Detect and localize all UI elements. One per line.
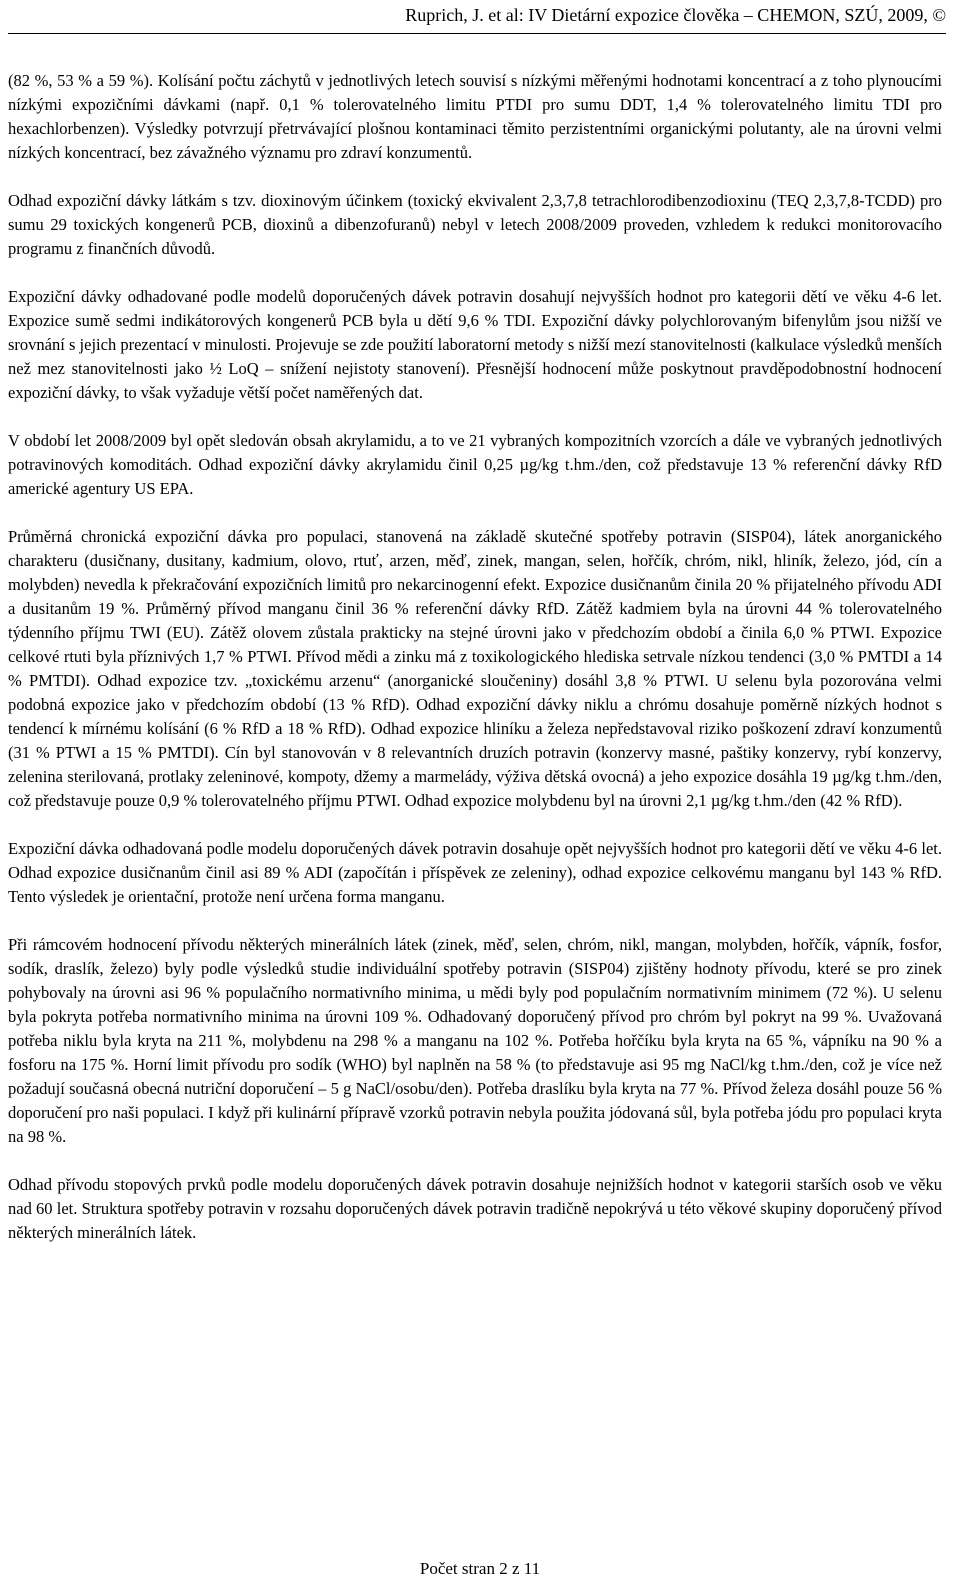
paragraph-elderly-trace-elements: Odhad přívodu stopových prvků podle modelu doporučených dávek potravin dosahuje nejnižších hodnot v kategorii starších osob ve věku nad 60 let. Struktura spotřeby potravin v rozsahu doporučených dávek potravin tradičně nepokrývá u této věkové skupiny doporučený přívod některých minerálních látek. <box>8 1175 942 1242</box>
page-counter: Počet stran 2 z 11 <box>419 1559 541 1578</box>
paragraph-mineral-intake: Při rámcovém hodnocení přívodu některých minerálních látek (zinek, měď, selen, chróm, nikl, mangan, molybden, hořčík, vápník, fosfor, sodík, draslík, železo) byly podle výsledků studie individuální spotřeby potravin (SISP04) zjištěny hodnoty přívodu, které se pro zinek pohybovaly na úrovni asi 96 % populačního normativního minima, u mědi byly pod populačním normativním minimem (72 %). U selenu byla pokryta potřeba normativního minima na úrovni 109 %. Odhadovaný doporučený přívod pro chróm byl pokryt na 99 %. Uvažovaná potřeba niklu byla kryta na 211 %, molybdenu na 298 % a manganu na 102 %. Potřeba hořčíku byla kryta na 65 %, vápníku na 90 % a fosforu na 175 %. Horní limit přívodu pro sodík (WHO) byl naplněn na 58 % (to představuje asi 95 mg NaCl/kg t.hm./den, což je více než požadují současná obecná nutriční doporučení – 5 g NaCl/osobu/den). Potřeba draslíku byla kryta na 77 %. Přívod železa dosáhl pouze 56 % doporučení pro naši populaci. I když při kulinární přípravě vzorků potravin nebyla použita jódovaná sůl, byla potřeba jódu pro populaci kryta na 98 %. <box>8 935 942 1146</box>
paragraph-inorganic-substances: Průměrná chronická expoziční dávka pro populaci, stanovená na základě skutečné spotřeby potravin (SISP04), látek anorganického charakteru (dusičnany, dusitany, kadmium, olovo, rtuť, arzen, měď, zinek, mangan, selen, hořčík, chróm, nikl, hliník, železo, jód, cín a molybden) nevedla k překračování expozičních limitů pro nekarcinogenní efekt. Expozice dusičnanům činila 20 % přijatelného přívodu ADI a dusitanům 19 %. Průměrný přívod manganu činil 36 % referenční dávky RfD. Zátěž kadmiem byla na úrovni 44 % tolerovatelného týdenního příjmu TWI (EU). Zátěž olovem zůstala prakticky na stejné úrovni jako v předchozím období a činila 6,0 % PTWI. Expozice celkové rtuti byla příznivých 1,7 % PTWI. Přívod mědi a zinku má z toxikologického hlediska setrvale nízkou tendenci (3,0 % PMTDI a 14 % PMTDI). Odhad expozice tzv. „toxickému arzenu“ (anorganické sloučeniny) dosáhl 3,8 % PTWI. U selenu byla pozorována velmi podobná expozice jako v předchozím období (13 % RfD). Odhad expoziční dávky niklu a chrómu dosahuje poměrně nízkých hodnot s tendencí k mírnému kolísání (6 % RfD a 18 % RfD). Odhad expozice hliníku a železa nepředstavoval riziko poškození zdraví konzumentů (31 % PTWI a 15 % PMTDI). Cín byl stanovován v 8 relevantních druzích potravin (konzervy masné, paštiky konzervy, rybí konzervy, zelenina sterilovaná, protlaky zeleninové, kompoty, džemy a marmelády, výživa dětská ovocná) a jeho expozice dosáhla 19 µg/kg t.hm./den, což představuje pouze 0,9 % tolerovatelného příjmu PTWI. Odhad expozice molybdenu byl na úrovni 2,1 µg/kg t.hm./den (42 % RfD). <box>8 527 942 810</box>
paragraph-pcb-children: Expoziční dávky odhadované podle modelů doporučených dávek potravin dosahují nejvyšších hodnot pro kategorii dětí ve věku 4-6 let. Expozice sumě sedmi indikátorových kongenerů PCB byla u dětí 9,6 % TDI. Expoziční dávky polychlorovaným bifenylům jsou nižší ve srovnání s jejich prezentací v minulosti. Projevuje se zde použití laboratorní metody s nižší mezí stanovitelnosti (kalkulace výsledků menších než mez stanovitelnosti jako ½ LoQ – snížení nejistoty stanovení). Přesnější hodnocení může poskytnout pravděpodobnostní hodnocení expoziční dávky, to však vyžaduje větší počet naměřených dat. <box>8 287 942 402</box>
running-header: Ruprich, J. et al: IV Dietární expozice člověka – CHEMON, SZÚ, 2009, © <box>405 5 946 25</box>
paragraph-acrylamide: V období let 2008/2009 byl opět sledován obsah akrylamidu, a to ve 21 vybraných kompozitních vzorcích a dále ve vybraných jednotlivých potravinových komoditách. Odhad expoziční dávky akrylamidu činil 0,25 µg/kg t.hm./den, což představuje 13 % referenční dávky RfD americké agentury US EPA. <box>8 431 942 498</box>
paragraph-dioxin-exposure: Odhad expoziční dávky látkám s tzv. dioxinovým účinkem (toxický ekvivalent 2,3,7,8 tetrachlorodibenzodioxinu (TEQ 2,3,7,8-TCDD) pro sumu 29 toxických kongenerů PCB, dioxinů a dibenzofuranů) nebyl v letech 2008/2009 proveden, vzhledem k redukci monitorovacího programu z finančních důvodů. <box>8 191 942 258</box>
paragraph-pop-contamination: (82 %, 53 % a 59 %). Kolísání počtu záchytů v jednotlivých letech souvisí s nízkými měřenými hodnotami koncentrací a z toho plynoucími nízkými expozičními dávkami (např. 0,1 % tolerovatelného limitu PTDI pro sumu DDT, 1,4 % tolerovatelného limitu TDI pro hexachlorbenzen). Výsledky potvrzují přetrvávající plošnou kontaminaci těmito perzistentními organickými polutanty, ale na úrovni velmi nízkých koncentrací, bez závažného významu pro zdraví konzumentů. <box>8 71 942 162</box>
header-rule <box>8 33 946 34</box>
paragraph-children-model: Expoziční dávka odhadovaná podle modelu doporučených dávek potravin dosahuje opět nejvyšších hodnot pro kategorii dětí ve věku 4-6 let. Odhad expozice dusičnanům činil asi 89 % ADI (započítán i příspěvek ze zeleniny), odhad expozice celkovému manganu byl 143 % RfD. Tento výsledek je orientační, protože není určena forma manganu. <box>8 839 942 906</box>
document-body <box>8 69 942 1245</box>
